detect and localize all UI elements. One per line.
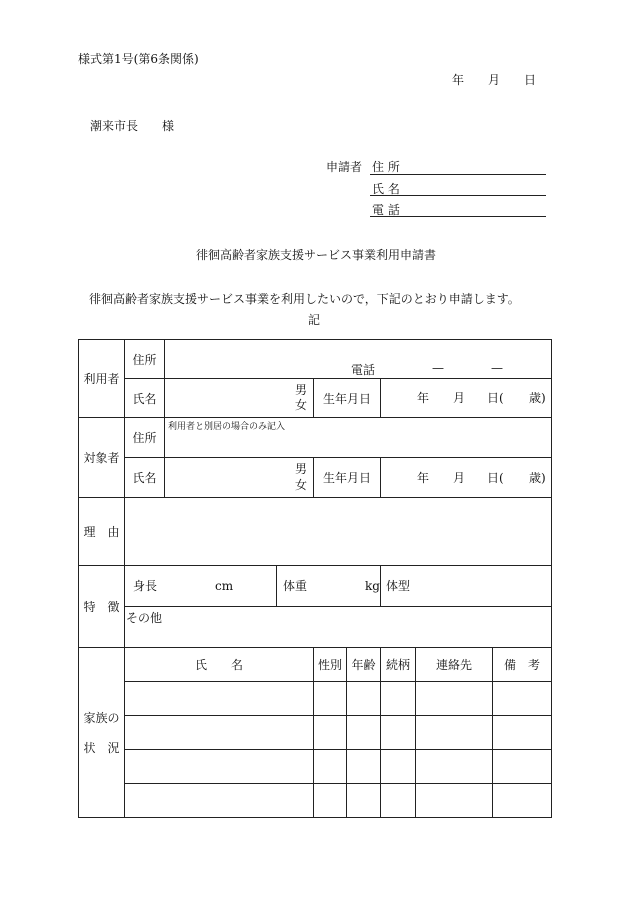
address-underline <box>370 174 546 175</box>
date-year: 年 <box>452 73 465 87</box>
target-section-label: 対象者 <box>79 418 125 498</box>
family-relation-cell[interactable] <box>381 784 416 818</box>
family-relation-cell[interactable] <box>381 750 416 784</box>
intro-text: 徘徊高齢者家族支援サービス事業を利用したいので，下記のとおり申請します。 <box>89 292 520 306</box>
family-header-age: 年齢 <box>347 648 381 682</box>
target-address-label: 住所 <box>125 418 165 458</box>
target-bd-month: 月 <box>453 471 466 485</box>
target-name-field[interactable] <box>165 458 314 498</box>
family-header-contact: 連絡先 <box>416 648 493 682</box>
form-number: 様式第1号(第6条関係) <box>78 52 199 66</box>
family-contact-cell[interactable] <box>416 784 493 818</box>
user-bd-year: 年 <box>417 391 430 405</box>
user-address-field[interactable] <box>165 340 552 379</box>
family-remarks-cell[interactable] <box>493 784 552 818</box>
family-name-cell[interactable] <box>125 716 314 750</box>
family-remarks-cell[interactable] <box>493 682 552 716</box>
user-bd-month: 月 <box>453 391 466 405</box>
family-section-label <box>79 648 125 818</box>
phone-underline <box>370 216 546 217</box>
height-label: 身長 <box>133 579 158 593</box>
family-age-cell[interactable] <box>347 682 381 716</box>
family-header-remarks: 備 考 <box>493 648 552 682</box>
weight-label: 体重 <box>283 579 308 593</box>
target-bd-day: 日( <box>487 471 504 485</box>
family-gender-cell[interactable] <box>314 682 347 716</box>
user-name-field[interactable] <box>165 379 314 418</box>
applicant-label: 申請者 <box>326 160 363 174</box>
family-header-gender: 性別 <box>314 648 347 682</box>
reason-field[interactable] <box>125 498 552 566</box>
family-row <box>79 750 552 784</box>
user-birthdate-label: 生年月日 <box>314 379 381 418</box>
family-label-line-1: 家族の <box>83 710 120 725</box>
target-bd-age: 歳) <box>529 471 546 485</box>
target-birthdate-label: 生年月日 <box>314 458 381 498</box>
date-day: 日 <box>524 73 537 87</box>
family-relation-cell[interactable] <box>381 682 416 716</box>
user-bd-age: 歳) <box>529 391 546 405</box>
height-field[interactable] <box>125 566 277 607</box>
family-row <box>79 784 552 818</box>
target-name-label: 氏名 <box>125 458 165 498</box>
weight-field[interactable] <box>277 566 381 607</box>
target-female-label: 女 <box>295 478 308 492</box>
family-age-cell[interactable] <box>347 716 381 750</box>
family-row <box>79 716 552 750</box>
application-table <box>78 339 552 818</box>
user-female-label: 女 <box>295 398 308 412</box>
family-relation-cell[interactable] <box>381 716 416 750</box>
family-gender-cell[interactable] <box>314 716 347 750</box>
family-contact-cell[interactable] <box>416 682 493 716</box>
user-phone-dash-1: — <box>432 361 444 375</box>
family-age-cell[interactable] <box>347 750 381 784</box>
family-name-cell[interactable] <box>125 750 314 784</box>
family-header-relation: 続柄 <box>381 648 416 682</box>
target-male-label: 男 <box>295 462 308 476</box>
date-month: 月 <box>488 73 501 87</box>
target-address-note: 利用者と別居の場合のみ記入 <box>168 422 286 432</box>
user-phone-dash-2: — <box>491 361 503 375</box>
applicant-address-label: 住 所 <box>372 160 400 174</box>
target-bd-year: 年 <box>417 471 430 485</box>
user-phone-label: 電話 <box>351 363 376 377</box>
user-bd-day: 日( <box>487 391 504 405</box>
family-name-cell[interactable] <box>125 784 314 818</box>
family-row <box>79 682 552 716</box>
other-field[interactable] <box>125 607 552 648</box>
family-remarks-cell[interactable] <box>493 750 552 784</box>
height-unit: cm <box>215 579 234 593</box>
family-gender-cell[interactable] <box>314 750 347 784</box>
reason-label: 理 由 <box>79 498 125 566</box>
family-label-line-2: 状 況 <box>83 740 120 755</box>
ki-label: 記 <box>308 313 321 327</box>
user-birthdate-field[interactable] <box>381 379 552 418</box>
body-type-label: 体型 <box>386 579 411 593</box>
addressee: 潮来市長 様 <box>90 119 175 133</box>
applicant-phone-label: 電 話 <box>372 203 400 217</box>
features-label: 特 徴 <box>79 566 125 648</box>
user-section-label: 利用者 <box>79 340 125 418</box>
user-name-label: 氏名 <box>125 379 165 418</box>
family-gender-cell[interactable] <box>314 784 347 818</box>
family-contact-cell[interactable] <box>416 750 493 784</box>
family-name-cell[interactable] <box>125 682 314 716</box>
family-age-cell[interactable] <box>347 784 381 818</box>
family-header-name: 氏 名 <box>125 648 314 682</box>
family-contact-cell[interactable] <box>416 716 493 750</box>
weight-unit: kg <box>365 579 380 593</box>
user-address-label: 住所 <box>125 340 165 379</box>
applicant-name-label: 氏 名 <box>372 182 400 196</box>
target-address-field[interactable] <box>165 418 552 458</box>
other-label: その他 <box>126 611 163 625</box>
form-title: 徘徊高齢者家族支援サービス事業利用申請書 <box>196 248 437 262</box>
user-male-label: 男 <box>295 383 308 397</box>
name-underline <box>370 195 546 196</box>
target-birthdate-field[interactable] <box>381 458 552 498</box>
family-remarks-cell[interactable] <box>493 716 552 750</box>
body-type-field[interactable] <box>381 566 552 607</box>
